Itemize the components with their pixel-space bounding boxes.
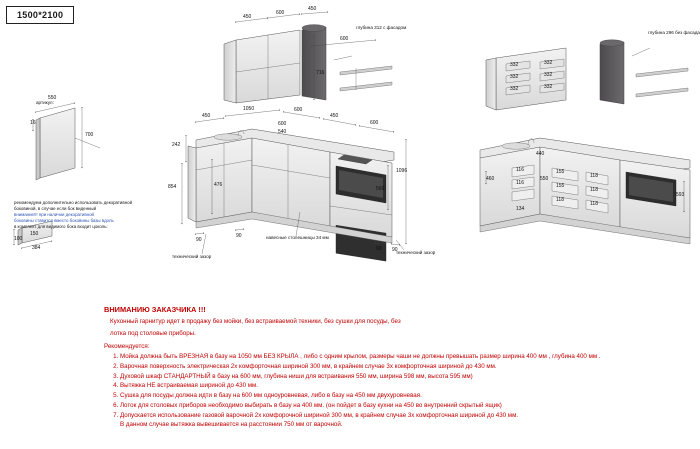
rv-dim-593: 593 — [676, 192, 685, 198]
row-dim-600-b: 600 — [370, 120, 379, 126]
panel-note-3: внимание!!! при наличии декоративной — [14, 212, 94, 217]
dim-384: 384 — [32, 245, 41, 251]
rec-item-2: 2. Варочная поверхность электрическая 2х комфорточная шириной 300 мм, в крайнем случае 3х комфорточная шириной до 430 мм. — [120, 362, 664, 371]
warning-title: ВНИМАНИЮ ЗАКАЗЧИКА !!! — [104, 305, 206, 314]
recommendations-list — [104, 352, 664, 420]
top-dim-600: 600 — [276, 10, 285, 16]
warning-sub-2: лотка под столовые приборы. — [110, 329, 196, 337]
rec-item-5: 5. Сушка для посуды должна идти в базу на 600 мм одноуровневая, либо в базу на 450 мм двухуровневая. — [120, 391, 664, 400]
kitchen-right-view — [480, 40, 690, 244]
rv-dim-550: 550 — [540, 176, 549, 182]
right-depth-label: глубина 296 без фасада — [648, 30, 700, 35]
rv-dim-116-a: 116 — [516, 167, 524, 173]
inner-dim-600: 600 — [278, 121, 287, 127]
panel-note-5: в комплект для видимого бока входит цоколь: — [14, 224, 108, 229]
rec-item-7: 7. Допускается использование газовой варочной 2х комфорочной шириной 300 мм, в крайнем случае 3х комфорточная шириной до 430 мм. — [120, 411, 664, 420]
rv-dim-134: 134 — [516, 206, 525, 212]
base-dim-90-c: 90 — [376, 246, 382, 252]
upper-height-716: 716 — [316, 70, 325, 76]
rec-item-3: 3. Духовой шкаф СТАНДАРТНЫЙ в базу на 600 мм, глубина ниши для встраивания 550 мм, ширина 598 мм, высота 595 мм) — [120, 372, 664, 381]
rec-item-1: 1. Мойка должна быть ВРЕЗНАЯ в базу на 1050 мм БЕЗ КРЫЛА , либо с одним крылом, размеры чаши не должны превышать размер ширина 400 мм , глубина 400 мм . — [120, 352, 664, 361]
base-dim-90-b: 90 — [236, 233, 242, 239]
rv-dim-116-b: 116 — [516, 180, 524, 186]
rv-drawer-dim-3: 332 — [510, 86, 519, 92]
rv-drawer-dim-5: 332 — [544, 72, 553, 78]
top-dim-450-left: 450 — [243, 14, 252, 20]
dim-150: 150 — [30, 231, 39, 237]
side-dim-476: 476 — [214, 182, 223, 188]
rv-drawer-dim-1: 332 — [510, 62, 519, 68]
panel-note-1: рекомендуем дополнительно использовать декоративной — [14, 200, 133, 205]
rv-dim-118-b: 118 — [590, 173, 598, 179]
article-label: артикул: — [36, 100, 54, 105]
rv-dim-460: 460 — [486, 176, 495, 182]
tech-gap-right: технический зазор — [396, 250, 436, 255]
row-dim-1050: 1050 — [243, 106, 255, 112]
rv-dim-440: 440 — [536, 151, 545, 157]
recommendations-title: Рекомендуется: — [104, 342, 150, 350]
dim-100: 100 — [14, 236, 23, 242]
title-box: 1500*2100 — [6, 6, 74, 24]
row-dim-450-b: 450 — [330, 113, 339, 119]
rv-dim-118-c: 118 — [590, 187, 598, 193]
worktop-note: навесные столешницы 34 мм — [266, 235, 329, 240]
upper-depth-label: глубина 312 с фасадом — [356, 25, 407, 30]
rv-drawer-dim-2: 332 — [510, 74, 519, 80]
customer-warning-block — [104, 305, 664, 428]
oven-dim-566: 566 — [376, 186, 385, 192]
dim-550: 550 — [48, 95, 57, 101]
rv-drawer-dim-4: 332 — [544, 60, 553, 66]
tech-gap-left: технический зазор — [172, 254, 212, 259]
dim-700: 700 — [85, 132, 94, 138]
rec-item-4: 4. Вытяжка НЕ встраиваемая шириной до 430 мм. — [120, 381, 664, 390]
kitchen-main-view — [182, 12, 406, 261]
base-dim-90-d: 90 — [392, 247, 398, 253]
total-height-1096: 1096 — [396, 168, 408, 174]
row-dim-600: 600 — [294, 107, 303, 113]
row-dim-450-a: 450 — [202, 113, 211, 119]
rv-drawer-dim-6: 332 — [544, 84, 553, 90]
warning-sub-1: Кухонный гарнитур идет в продажу без мойки, без встраиваемой техники, без сушки для посуды, без — [110, 318, 401, 325]
rec-item-6: 6. Лоток для столовых приборов необходимо выбирать в базу на 400 мм. (он пойдет в базу кухни на 450 во внутренний скрытый ящик) — [120, 401, 664, 410]
dim-16: 16 — [30, 120, 36, 126]
side-dim-854: 854 — [168, 184, 177, 190]
rv-dim-155-b: 155 — [556, 183, 565, 189]
rv-dim-155-a: 155 — [556, 169, 565, 175]
inner-dim-540: 540 — [278, 129, 287, 135]
rv-dim-118-a: 118 — [556, 197, 564, 203]
base-dim-90-a: 90 — [196, 237, 202, 243]
shelf-dim-600: 600 — [340, 36, 349, 42]
panel-note-4: боковины ставится вместо боковины базы вдоль — [14, 218, 114, 223]
recommendations-tail: В данном случае вытяжка вывешивается на расстоянии 750 мм от варочной. — [120, 421, 343, 429]
side-dim-242: 242 — [172, 142, 181, 148]
top-dim-450-right: 450 — [308, 6, 317, 12]
rv-dim-118-d: 118 — [590, 201, 598, 207]
panel-note-2: боковиной, в случае если бок виденный — [14, 206, 97, 211]
